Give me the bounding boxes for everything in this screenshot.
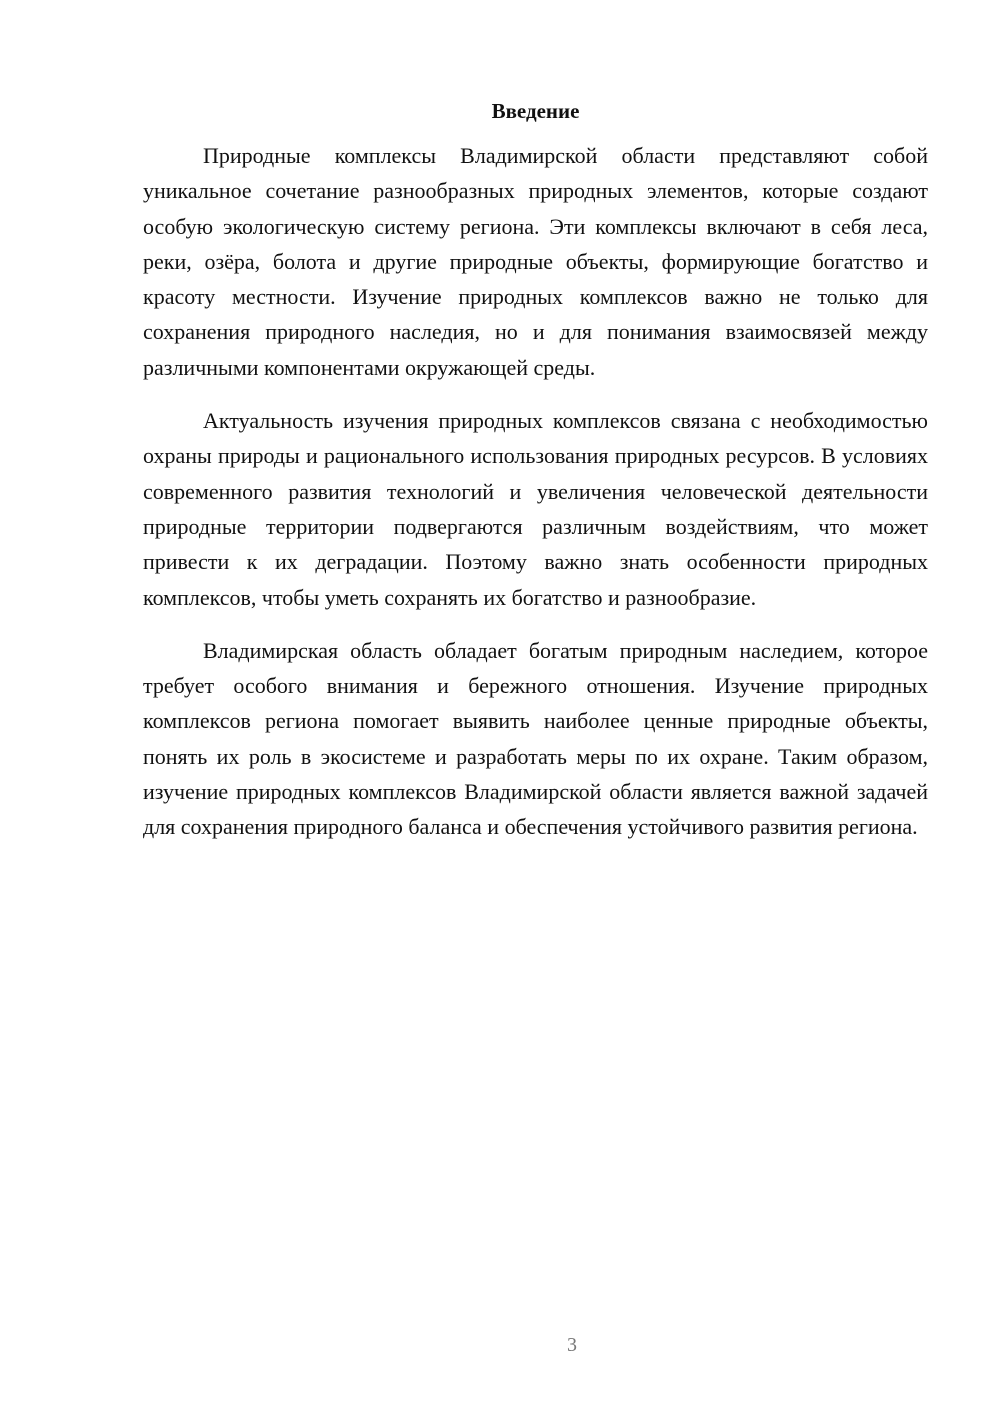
page-content <box>143 96 928 863</box>
page-number: 3 <box>567 1334 577 1356</box>
paragraph-heritage: Владимирская область обладает богатым природным наследием, которое требует особого внимания и бережного отношения. Изучение природных комплексов региона помогает выявить наиболее ценные природные объекты, понять их роль в экосистеме и разработать меры по их охране. Таким образом, изучение природных комплексов Владимирской области является важной задачей для сохранения природного баланса и обеспечения устойчивого развития региона. <box>143 637 928 840</box>
section-heading: Введение <box>491 99 580 123</box>
paragraph-intro: Природные комплексы Владимирской области представляют собой уникальное сочетание разнообразных природных элементов, которые создают особую экологическую систему региона. Эти комплексы включают в себя леса, реки, озёра, болота и другие природные объекты, формирующие богатство и красоту местности. Изучение природных комплексов важно не только для сохранения природного наследия, но и для понимания взаимосвязей между различными компонентами окружающей среды. <box>143 143 928 380</box>
paragraph-relevance: Актуальность изучения природных комплексов связана с необходимостью охраны природы и рационального использования природных ресурсов. В условиях современного развития технологий и увеличения человеческой деятельности природные территории подвергаются различным воздействиям, что может привести к их деградации. Поэтому важно знать особенности природных комплексов, чтобы уметь сохранять их богатство и разнообразие. <box>143 408 928 610</box>
